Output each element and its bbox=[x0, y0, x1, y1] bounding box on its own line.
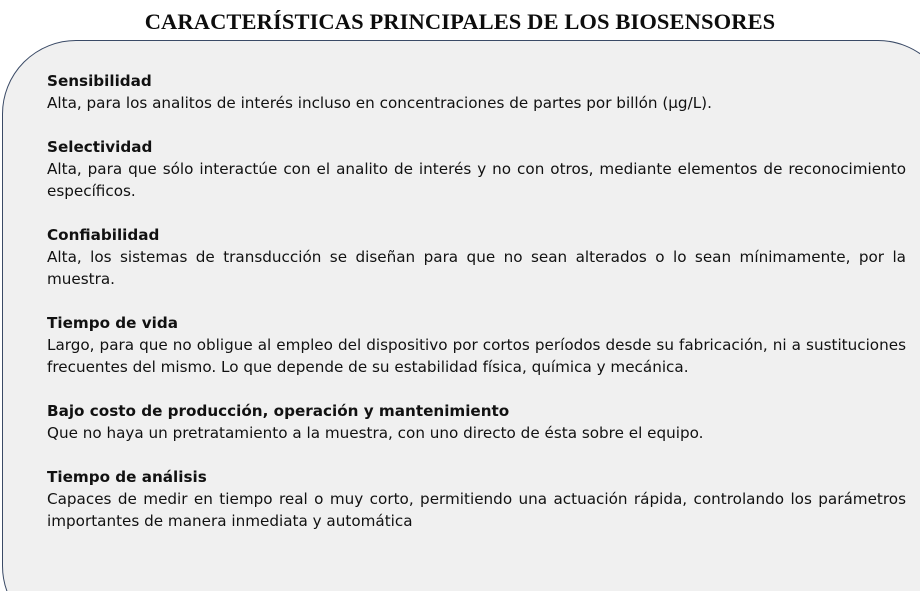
characteristic-item bbox=[47, 136, 906, 202]
characteristic-description: Que no haya un pretratamiento a la muestra, con uno directo de ésta sobre el equipo. bbox=[47, 424, 704, 442]
characteristic-item bbox=[47, 224, 906, 290]
characteristic-heading: Selectividad bbox=[47, 138, 153, 156]
page-title: CARACTERÍSTICAS PRINCIPALES DE LOS BIOSENSORES bbox=[144, 9, 776, 34]
characteristic-heading: Bajo costo de producción, operación y mantenimiento bbox=[47, 402, 510, 420]
characteristic-description: Largo, para que no obligue al empleo del dispositivo por cortos períodos desde su fabricación, ni a sustituciones frecuentes del mismo. Lo que depende de su estabilidad física, química y mecánica. bbox=[47, 336, 906, 376]
characteristic-description: Alta, para que sólo interactúe con el analito de interés y no con otros, mediante elementos de reconocimiento específicos. bbox=[47, 160, 906, 200]
characteristic-description: Capaces de medir en tiempo real o muy corto, permitiendo una actuación rápida, controlando los parámetros importantes de manera inmediata y automática bbox=[47, 490, 906, 530]
characteristic-item bbox=[47, 466, 906, 532]
characteristic-heading: Sensibilidad bbox=[47, 72, 152, 90]
characteristic-heading: Tiempo de análisis bbox=[47, 468, 207, 486]
characteristic-heading: Confiabilidad bbox=[47, 226, 160, 244]
characteristic-description: Alta, para los analitos de interés incluso en concentraciones de partes por billón (µg/L). bbox=[47, 94, 712, 112]
characteristics-list bbox=[47, 70, 906, 554]
characteristic-item bbox=[47, 312, 906, 378]
characteristic-description: Alta, los sistemas de transducción se diseñan para que no sean alterados o lo sean mínimamente, por la muestra. bbox=[47, 248, 906, 288]
characteristic-item bbox=[47, 400, 906, 444]
characteristic-item bbox=[47, 70, 906, 114]
characteristic-heading: Tiempo de vida bbox=[47, 314, 178, 332]
